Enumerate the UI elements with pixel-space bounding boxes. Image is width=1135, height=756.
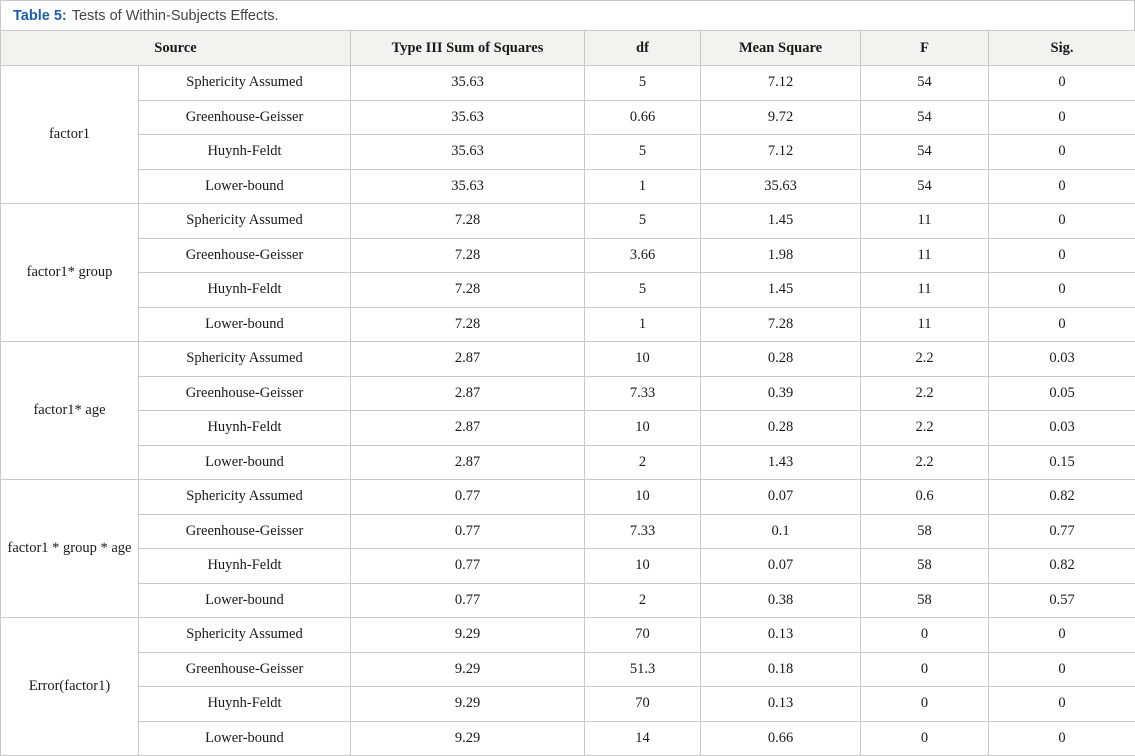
value-f: 2.2: [861, 342, 989, 377]
value-sig: 0.15: [989, 445, 1135, 480]
value-sig: 0.77: [989, 514, 1135, 549]
table-row: [1, 307, 1135, 342]
table-header-row: [1, 31, 1135, 66]
value-df: 7.33: [585, 376, 701, 411]
value-sig: 0.57: [989, 583, 1135, 618]
value-mean-square: 1.45: [701, 273, 861, 308]
value-f: 54: [861, 135, 989, 170]
value-df: 10: [585, 342, 701, 377]
method-label: Huynh-Feldt: [139, 687, 351, 722]
value-mean-square: 0.13: [701, 687, 861, 722]
value-sig: 0: [989, 687, 1135, 722]
value-df: 0.66: [585, 100, 701, 135]
method-label: Sphericity Assumed: [139, 480, 351, 515]
value-df: 51.3: [585, 652, 701, 687]
value-f: 54: [861, 66, 989, 101]
value-sig: 0.03: [989, 342, 1135, 377]
method-label: Huynh-Feldt: [139, 135, 351, 170]
value-sum-of-squares: 2.87: [351, 342, 585, 377]
value-f: 0: [861, 721, 989, 756]
value-df: 10: [585, 480, 701, 515]
value-mean-square: 0.18: [701, 652, 861, 687]
value-mean-square: 35.63: [701, 169, 861, 204]
value-sum-of-squares: 7.28: [351, 204, 585, 239]
value-sig: 0: [989, 238, 1135, 273]
value-df: 5: [585, 135, 701, 170]
value-f: 2.2: [861, 445, 989, 480]
value-mean-square: 1.45: [701, 204, 861, 239]
value-sig: 0: [989, 169, 1135, 204]
table-row: [1, 411, 1135, 446]
method-label: Lower-bound: [139, 721, 351, 756]
table-row: [1, 687, 1135, 722]
column-header-mean-square: Mean Square: [701, 31, 861, 66]
value-df: 70: [585, 618, 701, 653]
column-header-type-iii-sum-of-squares: Type III Sum of Squares: [351, 31, 585, 66]
within-subjects-effects-table: [0, 30, 1135, 756]
source-group-label: factor1* age: [1, 342, 139, 480]
table-row: [1, 135, 1135, 170]
value-f: 2.2: [861, 376, 989, 411]
value-sum-of-squares: 0.77: [351, 514, 585, 549]
value-df: 2: [585, 583, 701, 618]
column-header-source: Source: [1, 31, 351, 66]
table-row: [1, 652, 1135, 687]
value-df: 70: [585, 687, 701, 722]
method-label: Lower-bound: [139, 583, 351, 618]
value-sum-of-squares: 2.87: [351, 376, 585, 411]
value-sig: 0: [989, 618, 1135, 653]
method-label: Lower-bound: [139, 307, 351, 342]
value-mean-square: 1.43: [701, 445, 861, 480]
value-f: 58: [861, 583, 989, 618]
value-sum-of-squares: 9.29: [351, 687, 585, 722]
value-sum-of-squares: 9.29: [351, 721, 585, 756]
method-label: Greenhouse-Geisser: [139, 652, 351, 687]
column-header-df: df: [585, 31, 701, 66]
value-sig: 0: [989, 135, 1135, 170]
value-sum-of-squares: 7.28: [351, 307, 585, 342]
method-label: Sphericity Assumed: [139, 618, 351, 653]
value-f: 2.2: [861, 411, 989, 446]
value-df: 1: [585, 307, 701, 342]
value-sum-of-squares: 0.77: [351, 583, 585, 618]
table-caption: [0, 0, 1135, 30]
value-f: 0: [861, 618, 989, 653]
value-f: 11: [861, 204, 989, 239]
value-df: 7.33: [585, 514, 701, 549]
value-f: 11: [861, 307, 989, 342]
value-sum-of-squares: 2.87: [351, 411, 585, 446]
method-label: Greenhouse-Geisser: [139, 376, 351, 411]
value-f: 54: [861, 169, 989, 204]
value-df: 5: [585, 66, 701, 101]
value-df: 3.66: [585, 238, 701, 273]
method-label: Sphericity Assumed: [139, 66, 351, 101]
table-caption-text: Tests of Within-Subjects Effects.: [72, 8, 279, 24]
table-row: [1, 100, 1135, 135]
value-f: 11: [861, 238, 989, 273]
table-row: [1, 342, 1135, 377]
value-sum-of-squares: 7.28: [351, 273, 585, 308]
table-body: [1, 66, 1135, 756]
table-row: [1, 583, 1135, 618]
table-row: [1, 169, 1135, 204]
value-mean-square: 0.07: [701, 549, 861, 584]
table-row: [1, 480, 1135, 515]
method-label: Huynh-Feldt: [139, 411, 351, 446]
value-sum-of-squares: 9.29: [351, 618, 585, 653]
value-sig: 0: [989, 100, 1135, 135]
method-label: Huynh-Feldt: [139, 273, 351, 308]
value-sig: 0: [989, 66, 1135, 101]
source-group-label: Error(factor1): [1, 618, 139, 756]
value-df: 5: [585, 204, 701, 239]
value-sum-of-squares: 35.63: [351, 100, 585, 135]
value-f: 0.6: [861, 480, 989, 515]
table-row: [1, 514, 1135, 549]
value-sig: 0.82: [989, 480, 1135, 515]
value-f: 58: [861, 514, 989, 549]
table-row: [1, 445, 1135, 480]
value-f: 11: [861, 273, 989, 308]
method-label: Greenhouse-Geisser: [139, 514, 351, 549]
value-sig: 0.82: [989, 549, 1135, 584]
value-mean-square: 0.28: [701, 342, 861, 377]
value-sum-of-squares: 7.28: [351, 238, 585, 273]
value-sum-of-squares: 35.63: [351, 135, 585, 170]
table-row: [1, 66, 1135, 101]
method-label: Lower-bound: [139, 169, 351, 204]
value-f: 58: [861, 549, 989, 584]
value-sum-of-squares: 0.77: [351, 480, 585, 515]
method-label: Lower-bound: [139, 445, 351, 480]
value-df: 5: [585, 273, 701, 308]
value-f: 0: [861, 687, 989, 722]
value-mean-square: 9.72: [701, 100, 861, 135]
value-mean-square: 0.66: [701, 721, 861, 756]
table-caption-label: Table 5:: [13, 8, 67, 24]
value-mean-square: 0.13: [701, 618, 861, 653]
value-mean-square: 0.38: [701, 583, 861, 618]
value-f: 0: [861, 652, 989, 687]
table-row: [1, 721, 1135, 756]
value-sig: 0: [989, 273, 1135, 308]
value-mean-square: 0.28: [701, 411, 861, 446]
value-df: 10: [585, 411, 701, 446]
value-mean-square: 0.07: [701, 480, 861, 515]
value-sum-of-squares: 0.77: [351, 549, 585, 584]
method-label: Greenhouse-Geisser: [139, 100, 351, 135]
column-header-f: F: [861, 31, 989, 66]
value-mean-square: 0.1: [701, 514, 861, 549]
method-label: Greenhouse-Geisser: [139, 238, 351, 273]
column-header-sig: Sig.: [989, 31, 1135, 66]
value-sum-of-squares: 35.63: [351, 169, 585, 204]
value-sig: 0: [989, 652, 1135, 687]
value-df: 10: [585, 549, 701, 584]
value-df: 14: [585, 721, 701, 756]
method-label: Huynh-Feldt: [139, 549, 351, 584]
table-row: [1, 204, 1135, 239]
method-label: Sphericity Assumed: [139, 342, 351, 377]
table-row: [1, 376, 1135, 411]
value-sig: 0: [989, 307, 1135, 342]
value-mean-square: 7.28: [701, 307, 861, 342]
value-mean-square: 1.98: [701, 238, 861, 273]
value-sig: 0.03: [989, 411, 1135, 446]
value-sum-of-squares: 9.29: [351, 652, 585, 687]
value-sum-of-squares: 2.87: [351, 445, 585, 480]
source-group-label: factor1* group: [1, 204, 139, 342]
value-sig: 0: [989, 721, 1135, 756]
table-row: [1, 273, 1135, 308]
value-mean-square: 0.39: [701, 376, 861, 411]
value-df: 2: [585, 445, 701, 480]
value-df: 1: [585, 169, 701, 204]
value-f: 54: [861, 100, 989, 135]
value-mean-square: 7.12: [701, 135, 861, 170]
source-group-label: factor1 * group * age: [1, 480, 139, 618]
table-row: [1, 549, 1135, 584]
source-group-label: factor1: [1, 66, 139, 204]
value-mean-square: 7.12: [701, 66, 861, 101]
table-row: [1, 618, 1135, 653]
value-sig: 0: [989, 204, 1135, 239]
value-sum-of-squares: 35.63: [351, 66, 585, 101]
table-row: [1, 238, 1135, 273]
value-sig: 0.05: [989, 376, 1135, 411]
method-label: Sphericity Assumed: [139, 204, 351, 239]
